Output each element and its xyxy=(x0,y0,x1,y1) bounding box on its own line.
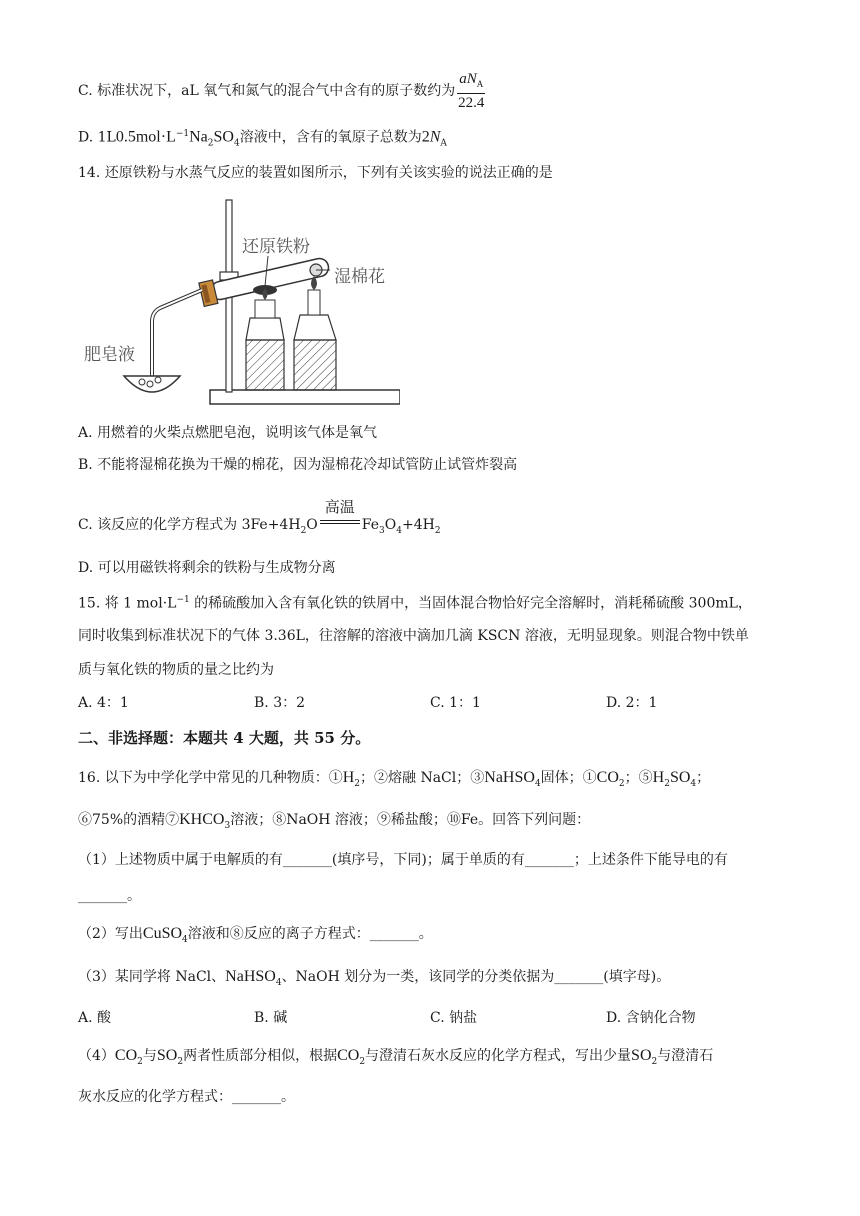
q16-part-3-option-c: C. 钠盐 xyxy=(430,1010,478,1026)
q16-part-4-line-1: $(4)CO_2$与$SO_2$两者性质部分相似，根据$CO_2$与澄清石灰水反应的化学方程式，写出少量$SO_2$与澄清石 xyxy=(78,1047,714,1067)
reaction-condition: 高温 xyxy=(318,505,362,535)
q16-part-2: （2）写出CuSO$_4$溶液和⑧反应的离子方程式：_______。 xyxy=(78,925,433,945)
q16-part-3-option-b: B. 碱 xyxy=(254,1010,288,1026)
q13-fraction: $\frac{aN_A}{22.4}$ xyxy=(458,71,485,111)
q13-option-d: D. $1L0.5mol\cdot L^{-1}Na_2SO_4$溶液中，含有的氧原子总数为$2N_A$ xyxy=(78,128,447,149)
q14-option-c: C. 该反应的化学方程式为 $3Fe+4H_2O$ 高温 $Fe_3O_4+4H_2$ xyxy=(78,498,441,536)
q16-line-1: 16. 以下为中学化学中常见的几种物质：$①H_2$；②熔融 NaCl；③NaHSO$_4$固体；$①CO_2$；$⑤H_2SO_4$； xyxy=(78,769,711,789)
q16-part-3-option-a: A. 酸 xyxy=(78,1010,112,1026)
q15-line-3: 质与氧化铁的物质的量之比约为 xyxy=(78,662,274,678)
alcohol-lamp-left xyxy=(246,288,284,390)
q15-option-c: C. 1：1 xyxy=(430,695,481,711)
q15-option-b: B. 3：2 xyxy=(254,695,306,711)
q16-part-3: （3）某同学将 NaCl、NaHSO$_4$、NaOH 划分为一类，该同学的分类依据为_______(填字母)。 xyxy=(78,968,671,988)
apparatus-figure xyxy=(80,190,400,415)
q14-option-d: D. 可以用磁铁将剩余的铁粉与生成物分离 xyxy=(78,560,336,576)
stand-base xyxy=(210,390,400,404)
label-iron-powder: 还原铁粉 xyxy=(242,237,310,257)
q16-line-2: ⑥75%的酒精$⑦KHCO_3$溶液；⑧NaOH 溶液；⑨稀盐酸；⑩Fe。回答下列问题： xyxy=(78,811,591,831)
q14-option-b: B. 不能将湿棉花换为干燥的棉花，因为湿棉花冷却试管防止试管炸裂高 xyxy=(78,457,518,473)
q14-stem: 14. 还原铁粉与水蒸气反应的装置如图所示，下列有关该实验的说法正确的是 xyxy=(78,165,553,181)
q13-option-c xyxy=(78,70,485,112)
q15-line-1: 15. 将 1 $mol\cdot L^{-1}$ 的稀硫酸加入含有氧化铁的铁屑中，当固体混合物恰好完全溶解时，消耗稀硫酸 300mL， xyxy=(78,595,752,612)
q15-option-a: A. 4：1 xyxy=(78,695,129,711)
q14-option-a: A. 用燃着的火柴点燃肥皂泡，说明该气体是氧气 xyxy=(78,425,378,441)
q15-line-2: 同时收集到标准状况下的气体 3.36L，往溶解的溶液中滴加几滴 KSCN 溶液，无明显现象。则混合物中铁单 xyxy=(78,628,749,644)
label-soap-solution: 肥皂液 xyxy=(84,345,135,365)
q16-part-1-line-2: _______。 xyxy=(78,888,141,904)
q16-part-4-line-2: 灰水反应的化学方程式：_______。 xyxy=(78,1089,295,1105)
q13-option-c-text: C. 标准状况下，aL 氧气和氮气的混合气中含有的原子数约为 xyxy=(78,83,456,99)
label-wet-cotton: 湿棉花 xyxy=(334,267,385,287)
section-heading: 二、非选择题：本题共 4 大题，共 55 分。 xyxy=(78,729,371,747)
q16-part-1-line-1: （1）上述物质中属于电解质的有_______(填序号，下同)；属于单质的有_______；上述条件下能导电的有 xyxy=(78,852,728,868)
delivery-tube xyxy=(152,290,202,380)
alcohol-lamp-right xyxy=(294,276,336,390)
q15-option-d: D. 2：1 xyxy=(606,695,658,711)
q16-part-3-option-d: D. 含钠化合物 xyxy=(606,1010,696,1026)
